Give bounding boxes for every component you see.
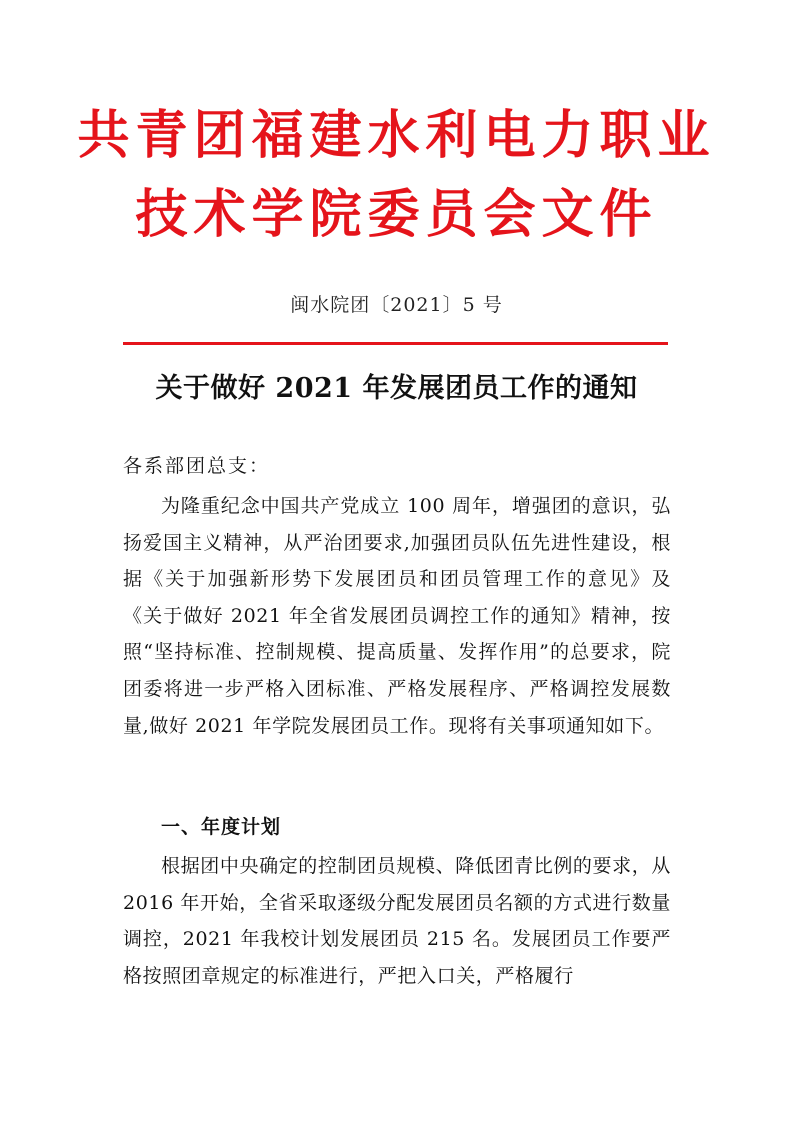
annual-plan-paragraph: 根据团中央确定的控制团员规模、降低团青比例的要求，从 2016 年开始，全省采取逐级分配发展团员名额的方式进行数量调控，2021 年我校计划发展团员 215 名。发展团员工作要严格按照团章规定的标准进行，严把入口关，严格履行: [123, 855, 671, 987]
salutation: 各系部团总支：: [123, 455, 271, 477]
document-title: 关于做好 2021 年发展团员工作的通知: [155, 373, 638, 404]
intro-paragraph: 为隆重纪念中国共产党成立 100 周年，增强团的意识，弘扬爱国主义精神，从严治团要求,加强团员队伍先进性建设，根据《关于加强新形势下发展团员和团员管理工作的意见》及《关于做好 2021 年全省发展团员调控工作的通知》精神，按照“坚持标准、控制规模、提高质量、发挥作用”的总要求，院团委将进一步严格入团标准、严格发展程序、严格调控发展数量,做好 2021 年学院发展团员工作。现将有关事项通知如下。: [123, 495, 671, 737]
red-divider-line: [123, 342, 668, 345]
document-header-line-1: 共青团福建水利电力职业: [77, 105, 716, 166]
document-number: 闽水院团〔2021〕5 号: [290, 294, 503, 316]
section-heading-annual-plan: 一、年度计划: [161, 816, 282, 838]
document-header-line-2: 技术学院委员会文件: [135, 184, 658, 245]
